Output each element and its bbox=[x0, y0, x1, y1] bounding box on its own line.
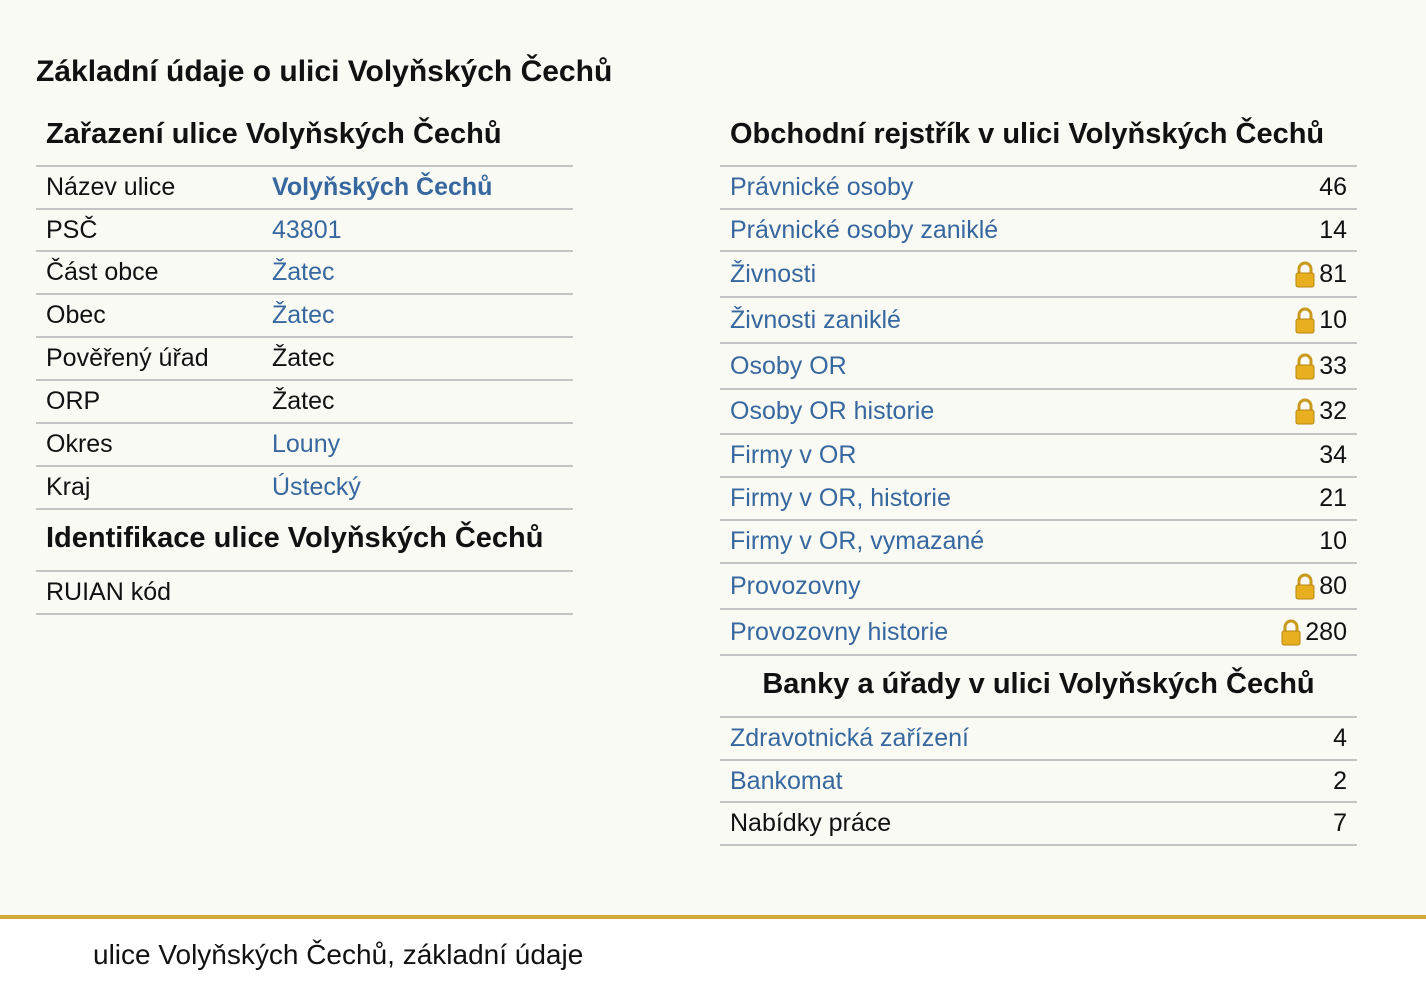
register-count bbox=[1295, 572, 1357, 601]
street-name-link[interactable]: Volyňských Čechů bbox=[272, 173, 493, 201]
info-row-kraj bbox=[36, 467, 573, 510]
register-count bbox=[1281, 618, 1357, 647]
info-row-povereny-urad bbox=[36, 338, 573, 381]
info-label: Název ulice bbox=[46, 173, 176, 201]
lock-icon bbox=[1295, 353, 1315, 380]
lock-icon bbox=[1295, 261, 1315, 288]
bank-link-zdravotnicka-zarizeni[interactable]: Zdravotnická zařízení bbox=[730, 724, 969, 752]
bank-row bbox=[720, 761, 1357, 803]
footer bbox=[0, 919, 1426, 990]
page-title: Základní údaje o ulici Volyňských Čechů bbox=[36, 55, 613, 88]
psc-link[interactable]: 43801 bbox=[272, 215, 342, 244]
info-row-orp bbox=[36, 381, 573, 424]
lock-icon bbox=[1295, 398, 1315, 425]
bank-count: 2 bbox=[1333, 766, 1347, 795]
register-row bbox=[720, 564, 1357, 610]
kraj-link[interactable]: Ústecký bbox=[272, 473, 361, 501]
info-row-okres bbox=[36, 424, 573, 467]
register-count bbox=[1295, 306, 1357, 335]
register-link-firmy-v-or[interactable]: Firmy v OR bbox=[730, 441, 857, 469]
register-row bbox=[720, 610, 1357, 656]
register-count-value: 32 bbox=[1319, 397, 1347, 425]
info-label: Obec bbox=[46, 301, 106, 329]
bank-count: 7 bbox=[1333, 809, 1347, 837]
info-label: Část obce bbox=[46, 258, 159, 286]
info-label: Kraj bbox=[46, 473, 91, 501]
register-row bbox=[720, 521, 1357, 564]
register-link-pravnicke-osoby[interactable]: Právnické osoby bbox=[730, 173, 914, 201]
register-count-value: 33 bbox=[1319, 351, 1347, 380]
register-count: 10 bbox=[1319, 527, 1347, 555]
register-count-value: 280 bbox=[1305, 617, 1347, 646]
register-count-value: 10 bbox=[1319, 305, 1347, 334]
register-link-provozovny[interactable]: Provozovny bbox=[730, 571, 861, 600]
register-count-value: 80 bbox=[1319, 571, 1347, 600]
register-link-pravnicke-osoby-zanikle[interactable]: Právnické osoby zaniklé bbox=[730, 215, 999, 244]
register-row bbox=[720, 210, 1357, 252]
business-register-column bbox=[720, 110, 1357, 846]
register-link-zivnosti[interactable]: Živnosti bbox=[730, 259, 817, 288]
info-row-cast-obce bbox=[36, 252, 573, 295]
register-count: 21 bbox=[1319, 484, 1347, 512]
info-label: Pověřený úřad bbox=[46, 344, 209, 372]
info-label: PSČ bbox=[46, 215, 98, 244]
register-count bbox=[1295, 352, 1357, 381]
register-link-zivnosti-zanikle[interactable]: Živnosti zaniklé bbox=[730, 305, 901, 334]
register-link-firmy-v-or-vymazane[interactable]: Firmy v OR, vymazané bbox=[730, 527, 985, 555]
info-row-psc bbox=[36, 210, 573, 252]
info-row-obec bbox=[36, 295, 573, 338]
lock-icon bbox=[1295, 573, 1315, 600]
register-link-osoby-or-historie[interactable]: Osoby OR historie bbox=[730, 397, 935, 425]
register-row bbox=[720, 252, 1357, 298]
register-count bbox=[1295, 260, 1357, 289]
bank-link-bankomat[interactable]: Bankomat bbox=[730, 766, 843, 795]
register-count: 34 bbox=[1319, 441, 1347, 469]
register-link-firmy-v-or-historie[interactable]: Firmy v OR, historie bbox=[730, 484, 951, 512]
cast-obce-link[interactable]: Žatec bbox=[272, 258, 335, 286]
register-count-value: 81 bbox=[1319, 259, 1347, 288]
bank-label-nabidky-prace: Nabídky práce bbox=[730, 809, 892, 837]
register-count: 46 bbox=[1319, 173, 1347, 201]
info-value: Žatec bbox=[272, 387, 335, 415]
obec-link[interactable]: Žatec bbox=[272, 301, 335, 329]
register-row bbox=[720, 167, 1357, 210]
section-heading-banky: Banky a úřady v ulici Volyňských Čechů bbox=[720, 656, 1357, 718]
bank-row bbox=[720, 803, 1357, 846]
info-label: ORP bbox=[46, 387, 101, 415]
register-row bbox=[720, 478, 1357, 521]
info-row-ruian bbox=[36, 572, 573, 615]
info-row-nazev-ulice bbox=[36, 167, 573, 210]
register-row bbox=[720, 435, 1357, 478]
register-link-provozovny-historie[interactable]: Provozovny historie bbox=[730, 617, 949, 646]
bank-row bbox=[720, 718, 1357, 761]
bank-count: 4 bbox=[1333, 724, 1347, 752]
register-count bbox=[1295, 397, 1357, 426]
section-heading-rejstrik: Obchodní rejstřík v ulici Volyňských Čechů bbox=[720, 110, 1357, 167]
register-row bbox=[720, 344, 1357, 390]
info-label: RUIAN kód bbox=[46, 578, 172, 606]
register-row bbox=[720, 390, 1357, 435]
okres-link[interactable]: Louny bbox=[272, 430, 341, 458]
section-heading-zarazeni: Zařazení ulice Volyňských Čechů bbox=[36, 110, 573, 167]
register-link-osoby-or[interactable]: Osoby OR bbox=[730, 351, 847, 380]
section-heading-identifikace: Identifikace ulice Volyňských Čechů bbox=[36, 510, 573, 572]
register-row bbox=[720, 298, 1357, 344]
footer-text: ulice Volyňských Čechů, základní údaje bbox=[93, 939, 584, 970]
lock-icon bbox=[1295, 307, 1315, 334]
street-info-column bbox=[36, 110, 573, 615]
lock-icon bbox=[1281, 619, 1301, 646]
info-label: Okres bbox=[46, 430, 113, 458]
info-value: Žatec bbox=[272, 344, 335, 372]
register-count: 14 bbox=[1319, 215, 1347, 244]
